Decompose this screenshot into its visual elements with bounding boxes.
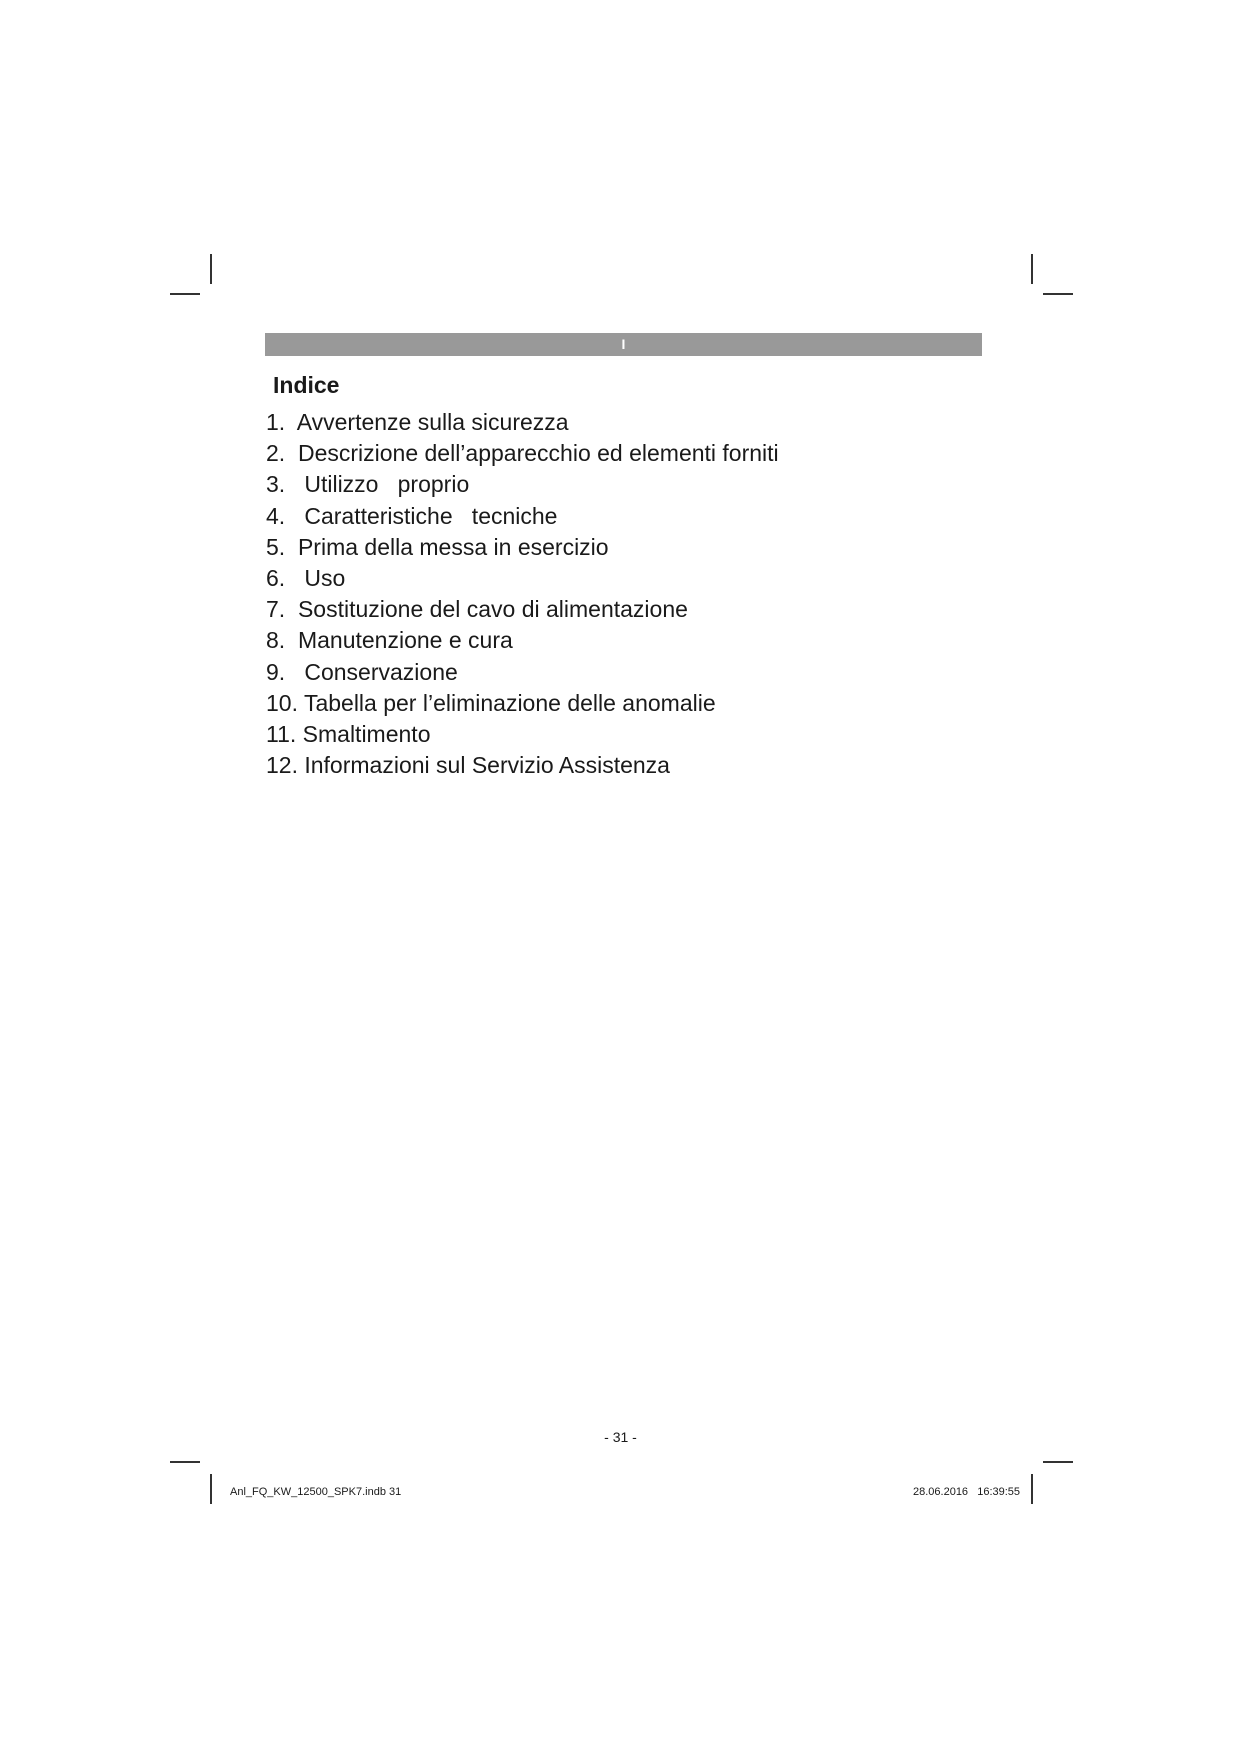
toc-item: 12. Informazioni sul Servizio Assistenza [266, 752, 670, 779]
crop-mark [210, 1474, 212, 1504]
footer-timestamp: 28.06.2016 16:39:55 [913, 1486, 1021, 1498]
toc-item: 1. Avvertenze sulla sicurezza [266, 409, 569, 435]
crop-mark [1043, 1461, 1073, 1463]
page-number: - 31 - [604, 1429, 637, 1445]
toc-item: 3. Utilizzo proprio [266, 471, 470, 498]
toc-title: Indice [273, 372, 340, 398]
crop-mark [1043, 293, 1073, 295]
toc-item: 6. Uso [266, 564, 346, 591]
toc-list [266, 407, 779, 781]
toc-item: 7. Sostituzione del cavo di alimentazione [266, 596, 688, 623]
toc-item: 11. Smaltimento [266, 720, 431, 747]
crop-mark [1031, 254, 1033, 284]
language-header-bar [265, 333, 982, 356]
toc-item: 10. Tabella per l’eliminazione delle anomalie [266, 689, 716, 716]
crop-mark [1031, 1474, 1033, 1504]
footer-file-name: Anl_FQ_KW_12500_SPK7.indb 31 [230, 1486, 402, 1498]
toc-item: 2. Descrizione dell’apparecchio ed elementi forniti [266, 440, 779, 467]
toc-item: 4. Caratteristiche tecniche [266, 502, 558, 529]
language-tab-label: I [621, 336, 626, 352]
toc-item: 5. Prima della messa in esercizio [266, 533, 609, 560]
crop-mark [210, 254, 212, 284]
crop-mark [170, 1461, 200, 1463]
toc-item: 9. Conservazione [266, 658, 458, 685]
toc-item: 8. Manutenzione e cura [266, 627, 513, 654]
crop-mark [170, 293, 200, 295]
